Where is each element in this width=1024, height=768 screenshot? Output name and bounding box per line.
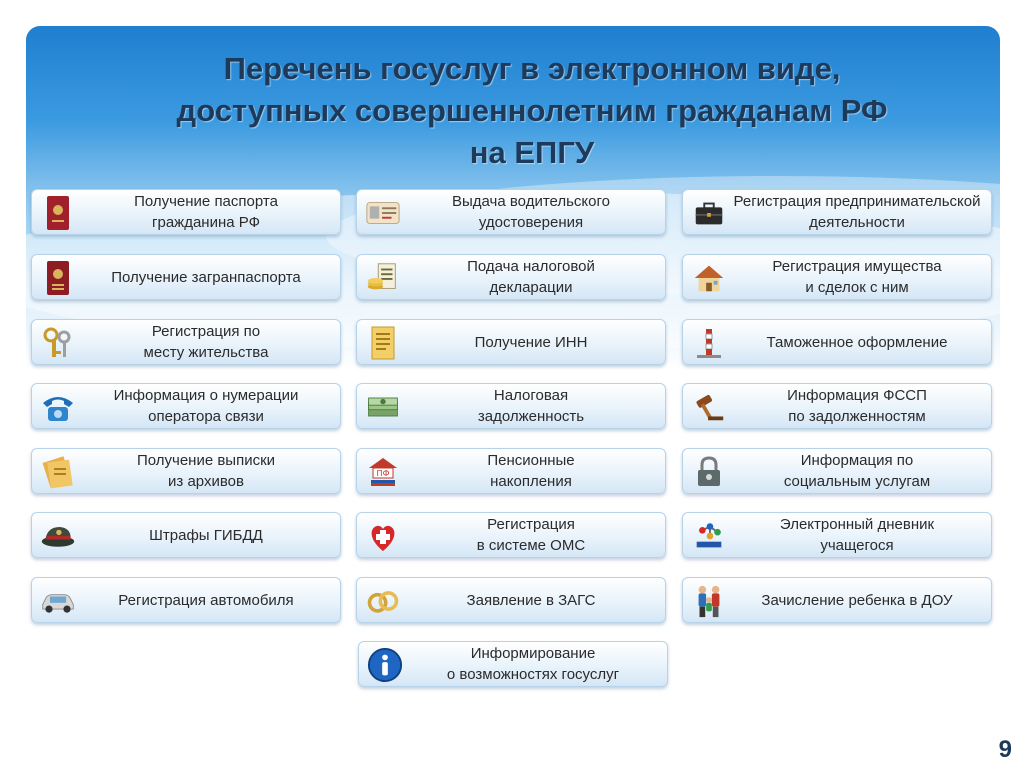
service-card[interactable] <box>356 448 666 494</box>
service-card[interactable] <box>356 512 666 558</box>
driver-license-icon <box>365 195 401 231</box>
service-card[interactable] <box>682 383 992 429</box>
service-label: Регистрация по месту жительства <box>143 323 269 361</box>
service-label: Получение паспорта гражданина РФ <box>134 193 278 231</box>
service-card[interactable] <box>356 577 666 623</box>
service-card[interactable] <box>356 319 666 365</box>
service-card[interactable] <box>356 383 666 429</box>
service-label: Выдача водительского удостоверения <box>452 193 610 231</box>
service-label: Подача налоговой декларации <box>467 258 595 296</box>
service-label: Зачисление ребенка в ДОУ <box>761 591 953 609</box>
service-label: Налоговая задолженность <box>477 387 585 425</box>
service-card[interactable] <box>682 577 992 623</box>
service-label: Получение загранпаспорта <box>111 268 301 286</box>
service-label: Регистрация предпринимательской деятельности <box>733 193 981 231</box>
foreign-passport-icon <box>40 260 76 296</box>
inn-document-icon <box>365 325 401 361</box>
briefcase-icon <box>691 195 727 231</box>
border-post-icon <box>691 325 727 361</box>
service-card[interactable] <box>358 641 668 687</box>
service-label: Пенсионные накопления <box>487 452 575 490</box>
info-icon <box>367 647 403 683</box>
service-card[interactable] <box>682 189 992 235</box>
service-card[interactable] <box>31 189 341 235</box>
service-card[interactable] <box>31 254 341 300</box>
service-card[interactable] <box>682 319 992 365</box>
svg-text:ПФ: ПФ <box>376 469 390 478</box>
service-label: Информация по социальным услугам <box>783 452 931 490</box>
service-label: Регистрация в системе ОМС <box>476 516 586 554</box>
title-line-1: Перечень госуслуг в электронном виде, <box>223 51 841 86</box>
service-card[interactable] <box>31 512 341 558</box>
car-icon <box>40 583 76 619</box>
police-cap-icon <box>40 518 76 554</box>
service-label: Получение ИНН <box>474 333 588 351</box>
service-label: Электронный дневник учащегося <box>779 516 935 554</box>
service-card[interactable] <box>31 383 341 429</box>
service-label: Информация ФССП по задолженностям <box>787 387 927 425</box>
service-label: Информирование о возможностях госуслуг <box>446 645 620 683</box>
page-title <box>0 48 1024 174</box>
medical-cross-icon <box>365 518 401 554</box>
telephone-icon <box>40 389 76 425</box>
service-card[interactable] <box>682 512 992 558</box>
service-label: Регистрация автомобиля <box>118 591 294 609</box>
lock-icon <box>691 454 727 490</box>
service-label: Заявление в ЗАГС <box>466 591 596 609</box>
wedding-rings-icon <box>365 583 401 619</box>
service-label: Регистрация имущества и сделок с ним <box>772 258 942 296</box>
service-label: Штрафы ГИБДД <box>149 526 263 544</box>
page-number: 9 <box>998 736 1012 763</box>
title-line-2: доступных совершеннолетним гражданам РФ <box>176 93 888 128</box>
passport-icon <box>40 195 76 231</box>
service-card[interactable] <box>682 448 992 494</box>
house-icon <box>691 260 727 296</box>
service-card[interactable] <box>356 254 666 300</box>
service-card[interactable] <box>31 448 341 494</box>
money-stack-icon <box>365 389 401 425</box>
service-card[interactable] <box>31 319 341 365</box>
pension-fund-icon <box>365 454 401 490</box>
service-label: Получение выписки из архивов <box>136 452 276 490</box>
keys-icon <box>40 325 76 361</box>
service-label: Таможенное оформление <box>766 333 948 351</box>
family-icon <box>691 583 727 619</box>
molecule-book-icon <box>691 518 727 554</box>
gavel-icon <box>691 389 727 425</box>
tax-declaration-icon <box>365 260 401 296</box>
service-card[interactable] <box>682 254 992 300</box>
service-card[interactable] <box>356 189 666 235</box>
archive-documents-icon <box>40 454 76 490</box>
title-line-3: на ЕПГУ <box>469 135 595 170</box>
service-card[interactable] <box>31 577 341 623</box>
service-label: Информация о нумерации оператора связи <box>113 387 299 425</box>
